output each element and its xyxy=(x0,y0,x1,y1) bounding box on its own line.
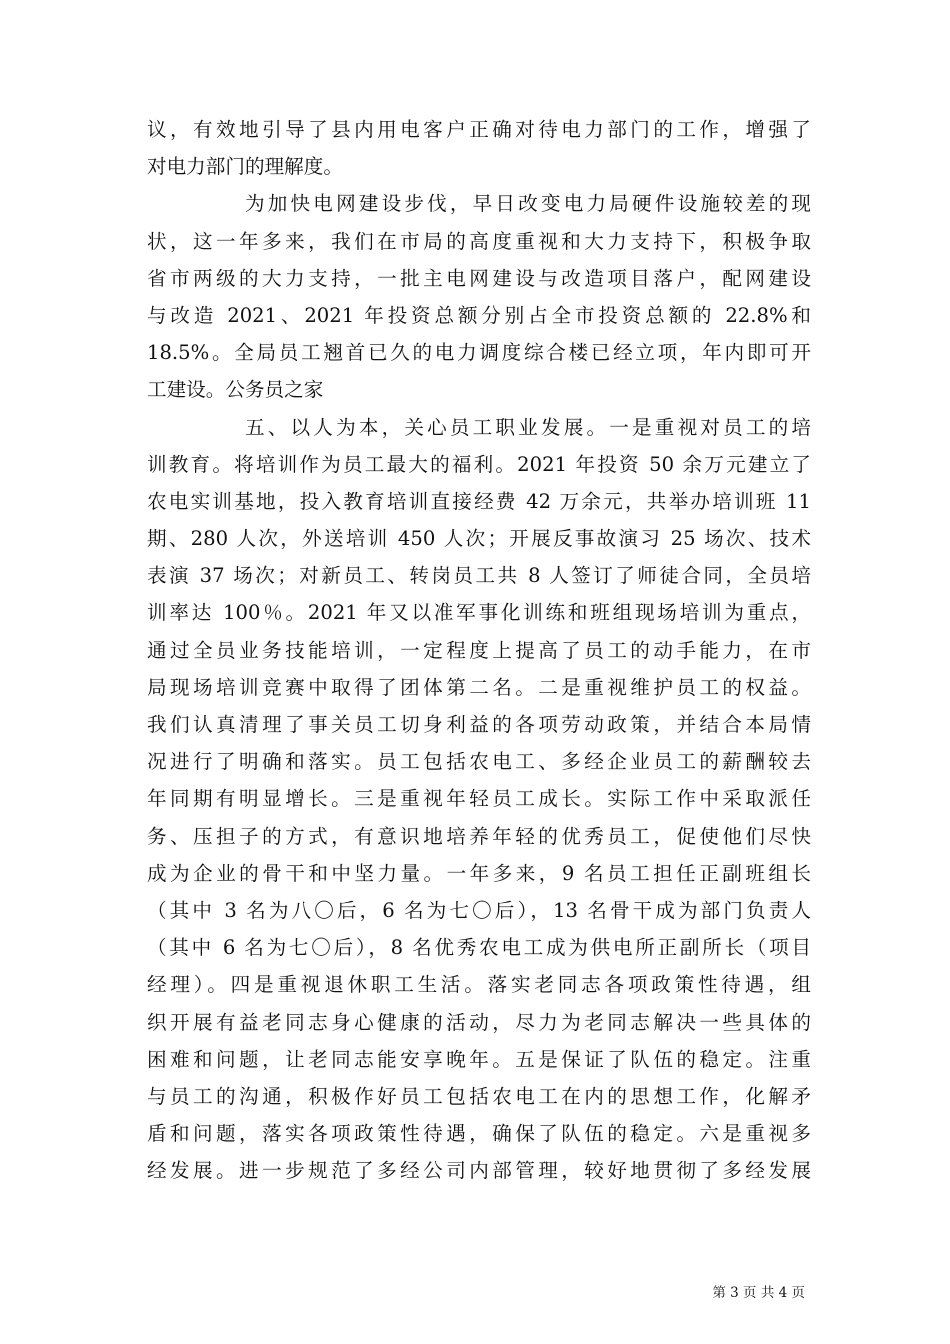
paragraph xyxy=(147,409,811,1190)
text-line: （其中 6 名为七〇后），8 名优秀农电工成为供电所正副所长（项目 xyxy=(147,936,811,960)
text-line: 困难和问题，让老同志能安享晚年。五是保证了队伍的稳定。注重 xyxy=(147,1047,811,1071)
text-line: 表演 37 场次；对新员工、转岗员工共 8 人签订了师徒合同，全员培 xyxy=(147,564,811,588)
text-line: 盾和问题，落实各项政策性待遇，确保了队伍的稳定。六是重视多 xyxy=(147,1122,811,1146)
text-line: 与改造 2021、2021 年投资总额分别占全市投资总额的 22.8%和 xyxy=(147,303,811,327)
text-line: 为加快电网建设步伐，早日改变电力局硬件设施较差的现 xyxy=(245,192,811,216)
paragraph xyxy=(147,185,811,408)
text-line: 经发展。进一步规范了多经公司内部管理，较好地贯彻了多经发展 xyxy=(147,1159,811,1183)
text-line: 况进行了明确和落实。员工包括农电工、多经企业员工的薪酬较去 xyxy=(147,750,811,774)
text-line: 通过全员业务技能培训，一定程度上提高了员工的动手能力，在市 xyxy=(147,638,811,662)
text-line: 期、280 人次，外送培训 450 人次；开展反事故演习 25 场次、技术 xyxy=(147,527,811,551)
paragraph xyxy=(147,111,811,185)
document-body xyxy=(147,111,811,1189)
text-line: 与员工的沟通，积极作好员工包括农电工在内的思想工作，化解矛 xyxy=(147,1084,811,1108)
text-line: 省市两级的大力支持，一批主电网建设与改造项目落户，配网建设 xyxy=(147,266,811,290)
text-line: 局现场培训竞赛中取得了团体第二名。二是重视维护员工的权益。 xyxy=(147,675,811,699)
text-line: 五、以人为本，关心员工职业发展。一是重视对员工的培 xyxy=(245,415,811,439)
text-line: 年同期有明显增长。三是重视年轻员工成长。实际工作中采取派任 xyxy=(147,787,811,811)
text-line: 成为企业的骨干和中坚力量。一年多来，9 名员工担任正副班组长 xyxy=(147,861,811,885)
text-line: 对电力部门的理解度。 xyxy=(147,155,343,179)
text-line: 农电实训基地，投入教育培训直接经费 42 万余元，共举办培训班 11 xyxy=(147,489,811,513)
text-line: 18.5%。全局员工翘首已久的电力调度综合楼已经立项，年内即可开 xyxy=(147,341,811,365)
text-line: 状，这一年多来，我们在市局的高度重视和大力支持下，积极争取 xyxy=(147,229,811,253)
text-line: 务、压担子的方式，有意识地培养年轻的优秀员工，促使他们尽快 xyxy=(147,824,811,848)
text-line: 工建设。公务员之家 xyxy=(147,378,324,402)
text-line: （其中 3 名为八〇后，6 名为七〇后），13 名骨干成为部门负责人 xyxy=(147,898,811,922)
text-line: 织开展有益老同志身心健康的活动，尽力为老同志解决一些具体的 xyxy=(147,1010,811,1034)
text-line: 训率达 100％。2021 年又以准军事化训练和班组现场培训为重点， xyxy=(147,601,811,625)
page-number: 第 3 页 共 4 页 xyxy=(712,1285,805,1301)
text-line: 经理）。四是重视退休职工生活。落实老同志各项政策性待遇，组 xyxy=(147,973,811,997)
text-line: 议，有效地引导了县内用电客户正确对待电力部门的工作，增强了 xyxy=(147,118,811,141)
text-line: 我们认真清理了事关员工切身利益的各项劳动政策，并结合本局情 xyxy=(147,713,811,736)
text-line: 训教育。将培训作为员工最大的福利。2021 年投资 50 余万元建立了 xyxy=(147,452,811,476)
